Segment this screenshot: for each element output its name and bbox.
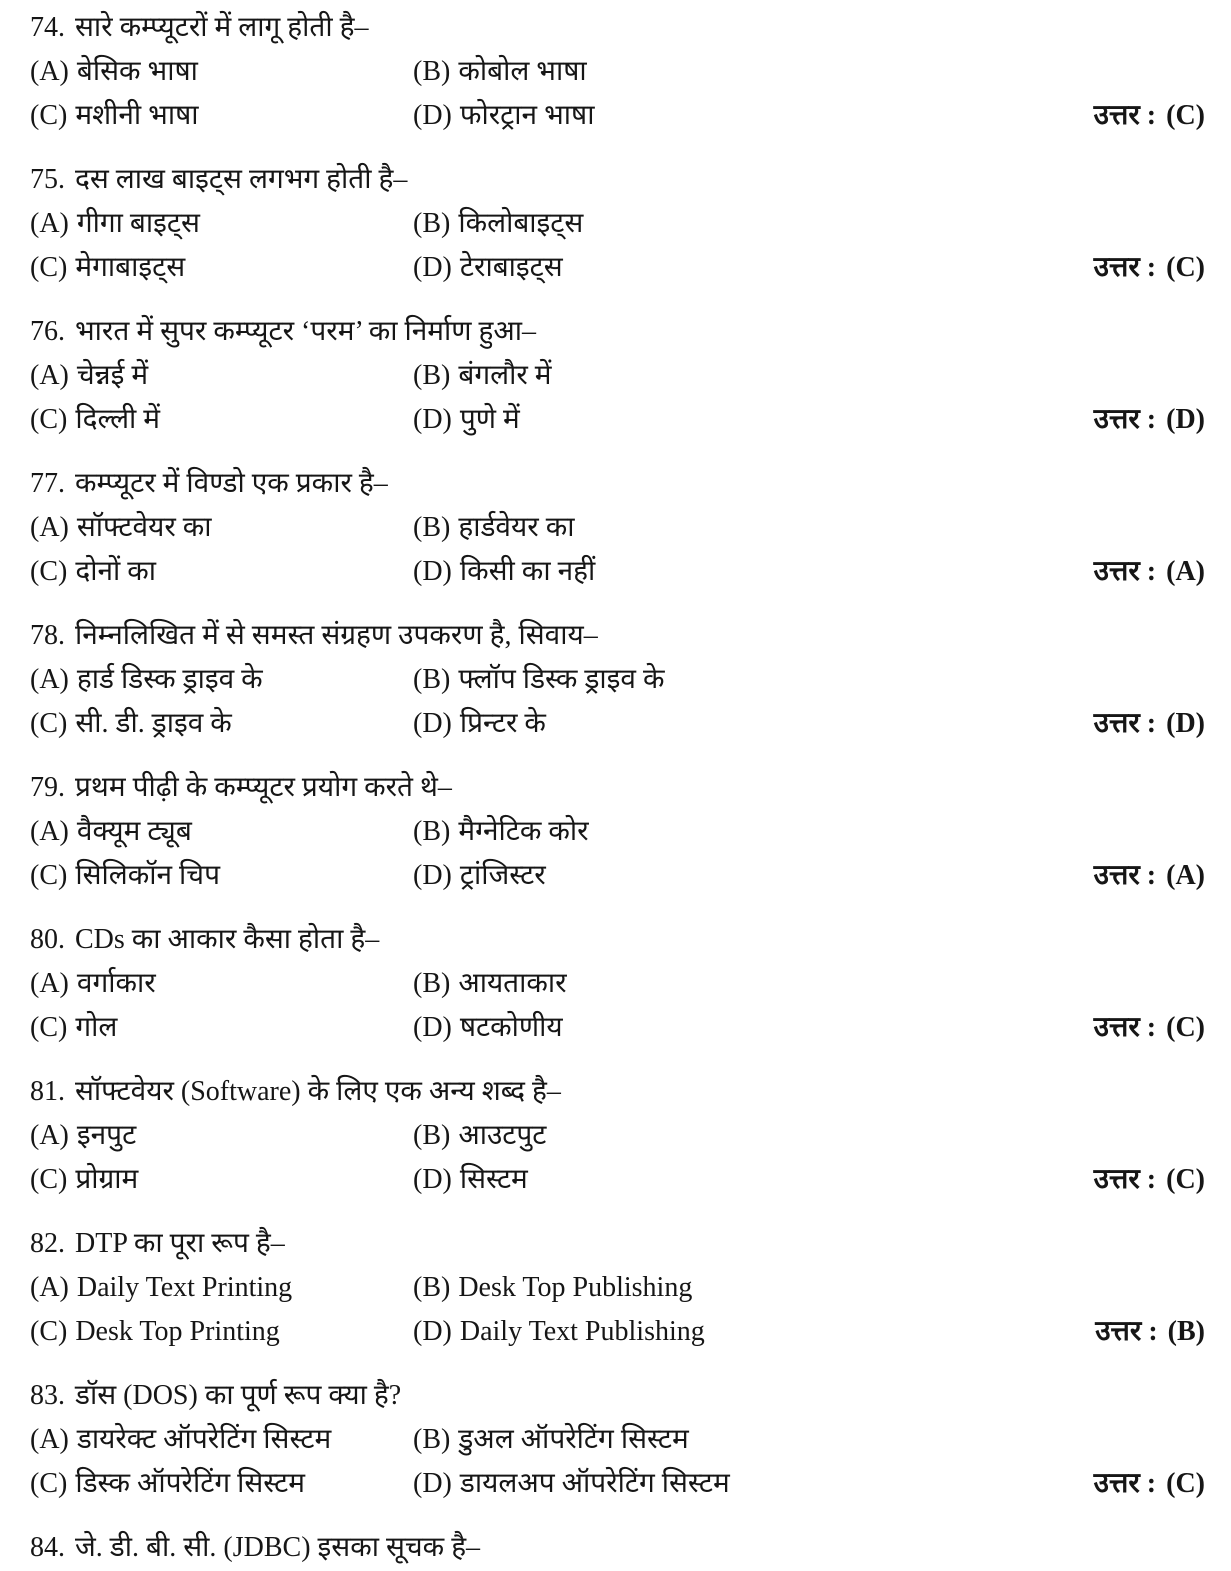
option-c-text: गोल: [75, 1012, 118, 1043]
question-line: [30, 6, 1205, 50]
question-text: DTP का पूरा रूप है–: [75, 1228, 285, 1259]
option-c: [30, 1006, 413, 1050]
answer: [1094, 550, 1205, 594]
answer: [1094, 246, 1205, 290]
option-c: [30, 246, 413, 290]
options-row-ab: [30, 50, 1205, 94]
option-d-marker: (D): [413, 1164, 452, 1195]
option-a: [30, 506, 413, 550]
question-number: 78.: [30, 620, 65, 651]
answer: [1095, 1310, 1205, 1354]
answer: [1094, 1462, 1205, 1506]
answer-value: (D): [1166, 404, 1205, 435]
question-line: [30, 918, 1205, 962]
option-b: [413, 962, 1205, 1006]
options-row-cd: [30, 854, 1205, 898]
option-d: [413, 550, 1205, 594]
option-b: [413, 202, 1205, 246]
answer-value: (C): [1166, 1012, 1205, 1043]
option-a-text: वैक्यूम ट्यूब: [76, 816, 192, 847]
option-a-text: हार्ड डिस्क ड्राइव के: [76, 664, 263, 695]
option-a-text: वर्गाकार: [76, 968, 156, 999]
option-b-marker: (B): [413, 816, 451, 847]
option-a: [30, 1418, 413, 1462]
option-d-text: डायलअप ऑपरेटिंग सिस्टम: [459, 1468, 730, 1499]
options-row-cd: [30, 94, 1205, 138]
option-a-marker: (A): [30, 208, 69, 239]
option-c-text: मेगाबाइट्स: [75, 252, 186, 283]
question-number: 77.: [30, 468, 65, 499]
options-row-ab: [30, 1114, 1205, 1158]
option-b-text: Desk Top Publishing: [458, 1272, 693, 1303]
option-b-text: आउटपुट: [458, 1120, 547, 1151]
option-a-marker: (A): [30, 1272, 69, 1303]
answer-label: उत्तर :: [1093, 708, 1157, 739]
option-d-text: सिस्टम: [459, 1164, 528, 1195]
question-number: 84.: [30, 1532, 65, 1563]
answer-value: (C): [1166, 1164, 1205, 1195]
option-a-marker: (A): [30, 56, 69, 87]
options-row-cd: [30, 1310, 1205, 1354]
options-row-cd: [30, 550, 1205, 594]
option-b-text: फ्लॉप डिस्क ड्राइव के: [458, 664, 665, 695]
option-c-marker: (C): [30, 860, 68, 891]
options-row-cd: [30, 1158, 1205, 1202]
question-number: 80.: [30, 924, 65, 955]
option-a-marker: (A): [30, 1120, 69, 1151]
answer-label: उत्तर :: [1093, 1164, 1157, 1195]
option-c-marker: (C): [30, 1316, 68, 1347]
answer-value: (B): [1167, 1316, 1205, 1347]
question-block: [30, 1374, 1205, 1506]
option-c-text: मशीनी भाषा: [75, 100, 199, 131]
question-block: [30, 462, 1205, 594]
option-d-text: फोरट्रान भाषा: [459, 100, 595, 131]
option-d: [413, 398, 1205, 442]
question-block: [30, 918, 1205, 1050]
question-text: सॉफ्टवेयर (Software) के लिए एक अन्य शब्द है–: [75, 1076, 561, 1107]
option-d-marker: (D): [413, 1316, 452, 1347]
options-row-cd: [30, 1462, 1205, 1506]
option-b-marker: (B): [413, 968, 451, 999]
options-row-ab: [30, 962, 1205, 1006]
question-text: प्रथम पीढ़ी के कम्प्यूटर प्रयोग करते थे–: [75, 772, 452, 803]
answer-value: (C): [1166, 252, 1205, 283]
option-c-marker: (C): [30, 1164, 68, 1195]
question-block: [30, 158, 1205, 290]
option-d: [413, 246, 1205, 290]
option-c-marker: (C): [30, 1468, 68, 1499]
option-c-text: दोनों का: [75, 556, 156, 587]
option-d-marker: (D): [413, 1468, 452, 1499]
question-text: सारे कम्प्यूटरों में लागू होती है–: [75, 12, 369, 43]
option-c-marker: (C): [30, 252, 68, 283]
option-c-marker: (C): [30, 708, 68, 739]
options-row-ab: [30, 810, 1205, 854]
option-d-marker: (D): [413, 252, 452, 283]
answer: [1094, 398, 1205, 442]
question-line: [30, 614, 1205, 658]
option-a: [30, 354, 413, 398]
option-d-text: षटकोणीय: [459, 1012, 563, 1043]
option-b-text: बंगलौर में: [458, 360, 552, 391]
option-a-text: Daily Text Printing: [76, 1272, 293, 1303]
option-d: [413, 1006, 1205, 1050]
question-block: [30, 1222, 1205, 1354]
question-number: 74.: [30, 12, 65, 43]
answer-label: उत्तर :: [1093, 556, 1157, 587]
option-d-marker: (D): [413, 708, 452, 739]
options-row-cd: [30, 1006, 1205, 1050]
option-b-marker: (B): [413, 208, 451, 239]
question-line: [30, 1526, 1205, 1570]
option-b: [413, 1418, 1205, 1462]
option-b-marker: (B): [413, 56, 451, 87]
option-d-marker: (D): [413, 100, 452, 131]
option-d-marker: (D): [413, 404, 452, 435]
answer-value: (C): [1166, 100, 1205, 131]
question-line: [30, 1070, 1205, 1114]
option-c: [30, 1462, 413, 1506]
option-c-text: दिल्ली में: [75, 404, 161, 435]
option-a: [30, 202, 413, 246]
question-block: [30, 766, 1205, 898]
option-b-marker: (B): [413, 664, 451, 695]
option-c-text: सी. डी. ड्राइव के: [75, 708, 232, 739]
answer: [1094, 1006, 1205, 1050]
option-b: [413, 810, 1205, 854]
answer-label: उत्तर :: [1093, 1468, 1157, 1499]
option-c-marker: (C): [30, 404, 68, 435]
question-text: दस लाख बाइट्स लगभग होती है–: [75, 164, 408, 195]
option-a: [30, 658, 413, 702]
option-c: [30, 550, 413, 594]
question-text: निम्नलिखित में से समस्त संग्रहण उपकरण है, सिवाय–: [75, 620, 598, 651]
option-a-marker: (A): [30, 1424, 69, 1455]
option-b-text: मैग्नेटिक कोर: [458, 816, 589, 847]
question-line: [30, 1374, 1205, 1418]
option-d: [413, 1310, 1205, 1354]
option-b: [413, 50, 1205, 94]
answer: [1094, 702, 1205, 746]
option-b-text: डुअल ऑपरेटिंग सिस्टम: [458, 1424, 689, 1455]
option-a-text: इनपुट: [76, 1120, 137, 1151]
options-row-cd: [30, 246, 1205, 290]
option-d-marker: (D): [413, 1012, 452, 1043]
option-c: [30, 1158, 413, 1202]
option-a-text: सॉफ्टवेयर का: [76, 512, 212, 543]
option-b: [413, 1266, 1205, 1310]
question-number: 83.: [30, 1380, 65, 1411]
option-d-text: किसी का नहीं: [459, 556, 596, 587]
option-a: [30, 962, 413, 1006]
option-d: [413, 1158, 1205, 1202]
option-b-marker: (B): [413, 1272, 451, 1303]
option-c: [30, 1310, 413, 1354]
question-line: [30, 1222, 1205, 1266]
option-c-text: Desk Top Printing: [75, 1316, 280, 1347]
options-row-ab: [30, 354, 1205, 398]
answer: [1094, 854, 1205, 898]
answer-label: उत्तर :: [1093, 860, 1157, 891]
question-line: [30, 766, 1205, 810]
question-block: [30, 1070, 1205, 1202]
question-text: CDs का आकार कैसा होता है–: [75, 924, 380, 955]
option-d-marker: (D): [413, 860, 452, 891]
option-b-text: कोबोल भाषा: [458, 56, 587, 87]
answer-value: (D): [1166, 708, 1205, 739]
option-a-marker: (A): [30, 360, 69, 391]
question-number: 82.: [30, 1228, 65, 1259]
option-d: [413, 94, 1205, 138]
option-a: [30, 810, 413, 854]
question-number: 81.: [30, 1076, 65, 1107]
option-d-text: पुणे में: [459, 404, 520, 435]
answer: [1094, 94, 1205, 138]
options-row-ab: [30, 202, 1205, 246]
option-b: [413, 1114, 1205, 1158]
answer-label: उत्तर :: [1095, 1316, 1158, 1347]
option-b-text: हार्डवेयर का: [458, 512, 575, 543]
option-d-text: टेराबाइट्स: [459, 252, 563, 283]
option-a: [30, 50, 413, 94]
question-number: 79.: [30, 772, 65, 803]
options-row-ab: [30, 1418, 1205, 1462]
question-block: [30, 614, 1205, 746]
question-text: कम्प्यूटर में विण्डो एक प्रकार है–: [75, 468, 388, 499]
answer-label: उत्तर :: [1093, 1012, 1157, 1043]
option-c: [30, 398, 413, 442]
option-d-text: ट्रांजिस्टर: [459, 860, 546, 891]
option-c-text: डिस्क ऑपरेटिंग सिस्टम: [75, 1468, 306, 1499]
option-d: [413, 702, 1205, 746]
option-d: [413, 854, 1205, 898]
option-b-marker: (B): [413, 512, 451, 543]
option-a-text: चेन्नई में: [76, 360, 149, 391]
question-text: डॉस (DOS) का पूर्ण रूप क्या है?: [75, 1380, 402, 1411]
option-d-text: प्रिन्टर के: [459, 708, 546, 739]
options-row-ab: [30, 506, 1205, 550]
option-a-marker: (A): [30, 512, 69, 543]
options-row-cd: [30, 398, 1205, 442]
question-text: जे. डी. बी. सी. (JDBC) इसका सूचक है–: [75, 1532, 481, 1563]
option-b: [413, 354, 1205, 398]
option-d-marker: (D): [413, 556, 452, 587]
question-line: [30, 158, 1205, 202]
option-a-text: डायरेक्ट ऑपरेटिंग सिस्टम: [76, 1424, 332, 1455]
option-a-marker: (A): [30, 968, 69, 999]
option-a-marker: (A): [30, 664, 69, 695]
option-c-text: सिलिकॉन चिप: [75, 860, 220, 891]
option-a-text: गीगा बाइट्स: [76, 208, 200, 239]
option-c: [30, 94, 413, 138]
question-line: [30, 462, 1205, 506]
options-row-cd: [30, 702, 1205, 746]
option-d-text: Daily Text Publishing: [459, 1316, 705, 1347]
option-d: [413, 1462, 1205, 1506]
question-number: 76.: [30, 316, 65, 347]
option-c: [30, 702, 413, 746]
option-a: [30, 1114, 413, 1158]
answer-value: (C): [1166, 1468, 1205, 1499]
option-a-text: बेसिक भाषा: [76, 56, 198, 87]
option-a: [30, 1266, 413, 1310]
option-c-marker: (C): [30, 1012, 68, 1043]
option-a-marker: (A): [30, 816, 69, 847]
question-block: [30, 6, 1205, 138]
option-b: [413, 506, 1205, 550]
answer-label: उत्तर :: [1093, 404, 1157, 435]
option-b: [413, 658, 1205, 702]
option-b-marker: (B): [413, 1424, 451, 1455]
option-c-marker: (C): [30, 100, 68, 131]
option-b-text: किलोबाइट्स: [458, 208, 584, 239]
question-text: भारत में सुपर कम्प्यूटर ‘परम’ का निर्माण हुआ–: [75, 316, 536, 347]
answer: [1094, 1158, 1205, 1202]
option-c: [30, 854, 413, 898]
option-b-text: आयताकार: [458, 968, 567, 999]
question-block: [30, 310, 1205, 442]
question-block: [30, 1526, 1205, 1570]
option-c-text: प्रोग्राम: [75, 1164, 139, 1195]
options-row-ab: [30, 1266, 1205, 1310]
answer-label: उत्तर :: [1093, 100, 1157, 131]
answer-value: (A): [1166, 860, 1205, 891]
question-line: [30, 310, 1205, 354]
option-b-marker: (B): [413, 1120, 451, 1151]
option-b-marker: (B): [413, 360, 451, 391]
answer-label: उत्तर :: [1093, 252, 1157, 283]
option-c-marker: (C): [30, 556, 68, 587]
answer-value: (A): [1166, 556, 1205, 587]
question-number: 75.: [30, 164, 65, 195]
options-row-ab: [30, 658, 1205, 702]
